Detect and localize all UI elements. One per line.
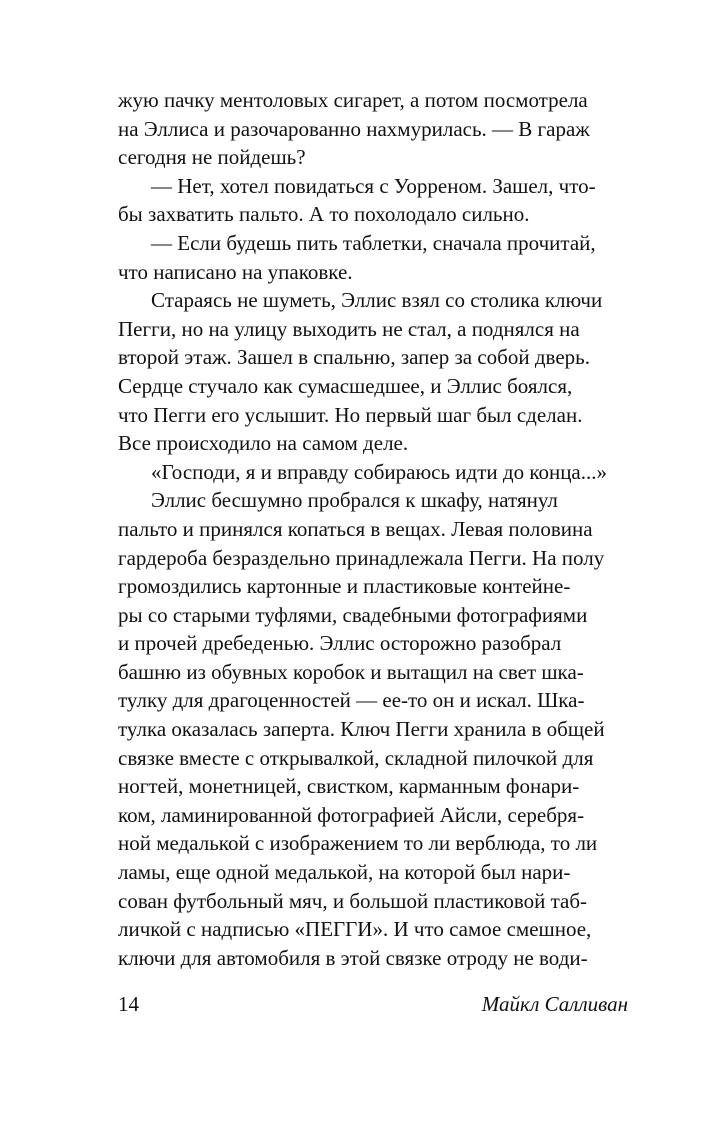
text-line: второй этаж. Зашел в спальню, запер за собой дверь. (118, 345, 590, 370)
page-footer (118, 992, 628, 1022)
text-line: Пегги, но на улицу выходить не стал, а поднялся на (118, 316, 580, 341)
text-line: — Нет, хотел повидаться с Уорреном. Зашел, что- (151, 173, 596, 198)
text-line: ры со старыми туфлями, свадебными фотографиями (118, 602, 588, 627)
text-line: Все происходило на самом деле. (118, 431, 409, 456)
body-text (118, 86, 628, 972)
text-line: — Если будешь пить таблетки, сначала прочитай, (151, 230, 596, 255)
text-line: на Эллиса и разочарованно нахмурилась. — В гараж (118, 116, 590, 141)
text-line: жую пачку ментоловых сигарет, а потом посмотрела (118, 88, 588, 112)
text-line: пальто и принялся копаться в вещах. Левая половина (118, 516, 593, 541)
text-line: сован футбольный мяч, и большой пластиковой таб- (118, 888, 588, 913)
text-line: гардероба безраздельно принадлежала Пегги. На полу (118, 545, 605, 570)
text-line: ком, ламинированной фотографией Айсли, серебря- (118, 802, 585, 827)
text-line: тулка оказалась заперта. Ключ Пегги хранила в общей (118, 717, 605, 742)
text-line: и прочей дребеденью. Эллис осторожно разобрал (118, 631, 562, 656)
text-line: Сердце стучало как сумасшедшее, и Эллис боялся, (118, 373, 573, 398)
text-line: ной медалькой с изображением то ли верблюда, то ли (118, 831, 598, 856)
text-line: ламы, еще одной медалькой, на которой был нари- (118, 860, 571, 885)
page-number: 14 (118, 992, 139, 1016)
text-line: Стараясь не шуметь, Эллис взял со столика ключи (151, 288, 603, 313)
text-line: сегодня не пойдешь? (118, 145, 306, 170)
text-line: личкой с надписью «ПЕГГИ». И что самое смешное, (118, 917, 592, 942)
text-line: тулку для драгоценностей — ее-то он и искал. Шка- (118, 688, 585, 713)
text-line: связке вместе с открывалкой, складной пилочкой для (118, 745, 594, 770)
text-line: Эллис бесшумно пробрался к шкафу, натянул (151, 488, 558, 513)
text-line: ногтей, монетницей, свистком, карманным фонари- (118, 774, 580, 799)
text-line: бы захватить пальто. А то похолодало сильно. (118, 202, 530, 227)
text-line: громоздились картонные и пластиковые контейне- (118, 574, 571, 599)
text-line: ключи для автомобиля в этой связке отроду не води- (118, 945, 588, 970)
text-line: что написано на упаковке. (118, 259, 353, 284)
text-line: башню из обувных коробок и вытащил на свет шка- (118, 659, 584, 684)
text-line: что Пегги его услышит. Но первый шаг был сделан. (118, 402, 583, 427)
running-header-author: Майкл Салливан (481, 992, 628, 1016)
text-line: «Господи, я и вправду собираюсь идти до конца...» (151, 459, 608, 484)
